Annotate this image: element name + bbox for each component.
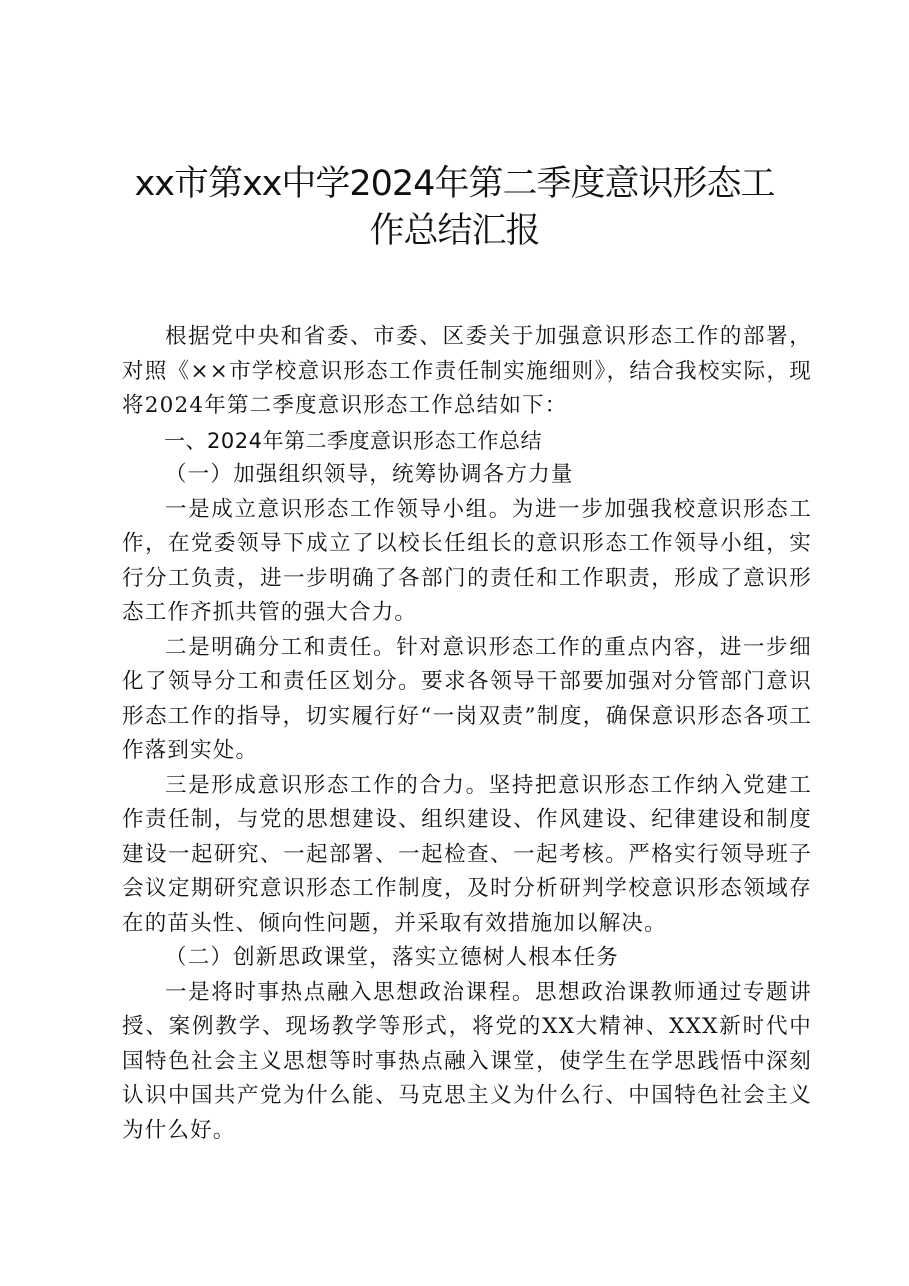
intro-paragraph: 根据党中央和省委、市委、区委关于加强意识形态工作的部署，对照《××市学校意识形态工作责任制实施细则》，结合我校实际，现将2024年第二季度意识形态工作总结如下： xyxy=(122,324,812,418)
body-paragraph: 一是成立意识形态工作领导小组。为进一步加强我校意识形态工作，在党委领导下成立了以校长任组长的意识形态工作领导小组，实行分工负责，进一步明确了各部门的责任和工作职责，形成了意识形态工作齐抓共管的强大合力。 xyxy=(122,496,812,625)
document-title-line-1: xx市第xx中学2024年第二季度意识形态工 xyxy=(134,164,775,204)
body-paragraph: 三是形成意识形态工作的合力。坚持把意识形态工作纳入党建工作责任制，与党的思想建设、组织建设、作风建设、纪律建设和制度建设一起研究、一起部署、一起检查、一起考核。严格实行领导班子会议定期研究意识形态工作制度，及时分析研判学校意识形态领域存在的苗头性、倾向性问题，并采取有效措施加以解决。 xyxy=(122,772,812,936)
body-paragraph: 二是明确分工和责任。针对意识形态工作的重点内容，进一步细化了领导分工和责任区划分。要求各领导干部要加强对分管部门意识形态工作的指导，切实履行好“一岗双责”制度，确保意识形态各项工作落到实处。 xyxy=(122,634,812,763)
document-body xyxy=(122,320,812,1148)
document-title-line-2: 作总结汇报 xyxy=(369,211,540,251)
body-paragraph: 一是将时事热点融入思想政治课程。思想政治课教师通过专题讲授、案例教学、现场教学等形式，将党的XX大精神、XXX新时代中国特色社会主义思想等时事热点融入课堂，使学生在学思践悟中深刻认识中国共产党为什么能、马克思主义为什么行、中国特色社会主义为什么好。 xyxy=(122,979,812,1143)
subsection-heading-2: （二）创新思政课堂，落实立德树人根本任务 xyxy=(165,945,620,970)
section-heading-1: 一、2024年第二季度意识形态工作总结 xyxy=(164,428,542,453)
subsection-heading-1: （一）加强组织领导，统筹协调各方力量 xyxy=(165,462,574,487)
